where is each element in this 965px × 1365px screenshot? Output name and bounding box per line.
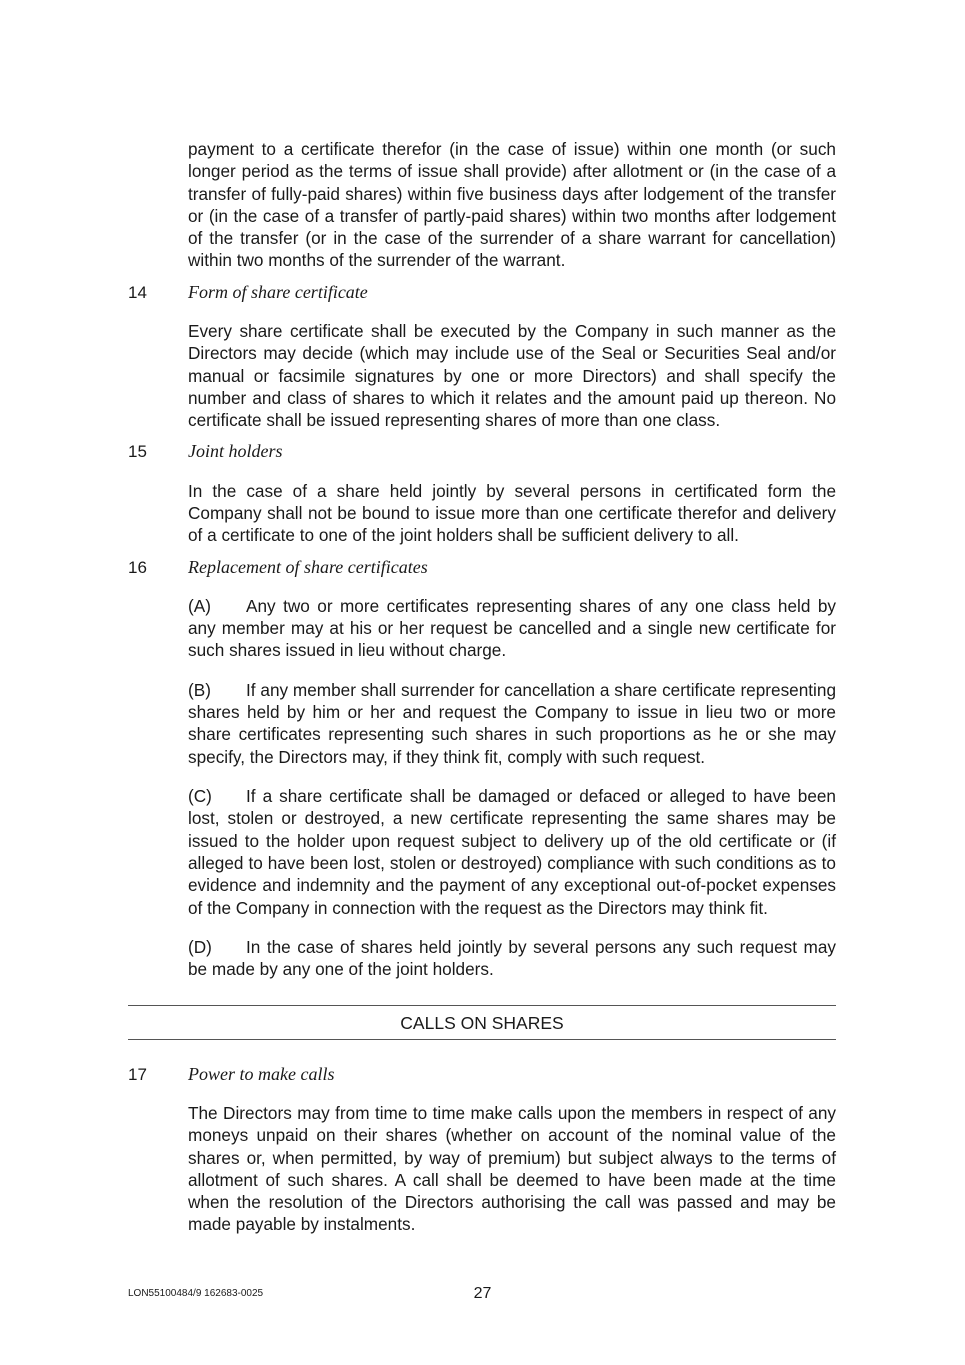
footer-page-number: 27: [473, 1285, 492, 1302]
subparagraph-text: If any member shall surrender for cancellation a share certificate representing shares held by him or her and request the Company to issue in lieu two or more share certificates representing such shares in such proportions as he or she may specify, the Directors may, if they think fit, comply with such request.: [188, 679, 836, 767]
subparagraph-text: If a share certificate shall be damaged or defaced or alleged to have been lost, stolen or destroyed, a new certificate representing the same shares may be issued to the holder upon request subject to delivery up of the old certificate or (if alleged to have been lost, stolen or destroyed) compliance with such conditions as to evidence and indemnity and the payment of any exceptional out-of-pocket expenses of the Company in connection with the request as the Directors may think fit.: [188, 786, 836, 918]
article-16-subparagraph-a: [188, 595, 836, 662]
subparagraph-text: In the case of shares held jointly by several persons any such request may be made by any one of the joint holders.: [188, 937, 836, 980]
article-14-paragraph: Every share certificate shall be executed by the Company in such manner as the Directors may decide (which may include use of the Seal or Securities Seal and/or manual or facsimile signatures by one or more Directors) and shall specify the number and class of shares to which it relates and the amount paid up thereon. No certificate shall be issued representing shares of more than one class.: [188, 320, 836, 431]
article-15-paragraph: In the case of a share held jointly by several persons in certificated form the Company shall not be bound to issue more than one certificate therefor and delivery of a certificate to one of the joint holders shall be sufficient delivery to all.: [188, 480, 836, 546]
article-16-subparagraph-d: [188, 936, 836, 981]
article-16-subparagraph-c: [188, 785, 836, 919]
article-16-subparagraph-b: [188, 679, 836, 768]
article-number: 15: [128, 442, 147, 462]
intro-paragraph: payment to a certificate therefor (in the case of issue) within one month (or such longer period as the terms of issue shall provide) after allotment or (in the case of a transfer of fully-paid shares) within five business days after lodgement of the transfer or (in the case of a transfer of partly-paid shares) within two months after lodgement of the transfer (or in the case of the surrender of a share warrant for cancellation) within two months of the surrender of the warrant.: [188, 139, 836, 271]
article-17-heading: [128, 1064, 836, 1085]
article-14-heading: [128, 282, 836, 303]
section-rule-bottom: [128, 1039, 836, 1040]
article-number: 16: [128, 557, 147, 577]
article-number: 14: [128, 282, 147, 302]
subparagraph-text: Any two or more certificates representing shares of any one class held by any member may at his or her request be cancelled and a single new certificate for such shares issued in lieu without charge.: [188, 595, 836, 661]
article-title: Joint holders: [188, 441, 283, 462]
article-16-heading: [128, 557, 836, 578]
article-title: Power to make calls: [188, 1063, 335, 1084]
subparagraph-label: (B): [188, 679, 211, 700]
subparagraph-label: (C): [188, 786, 212, 807]
article-title: Form of share certificate: [188, 281, 368, 302]
section-heading: CALLS ON SHARES: [400, 1012, 564, 1033]
page-content: [128, 138, 836, 1246]
article-15-heading: [128, 441, 836, 462]
footer-document-ref: LON55100484/9 162683-0025: [128, 1288, 264, 1299]
article-17-paragraph: The Directors may from time to time make calls upon the members in respect of any moneys unpaid on their shares (whether on account of the nominal value of the shares or, when permitted, by way of premium) but subject always to the terms of allotment of such shares. A call shall be deemed to have been made at the time when the resolution of the Directors authorising the call was passed and may be made payable by instalments.: [188, 1102, 836, 1235]
article-title: Replacement of share certificates: [188, 556, 428, 577]
subparagraph-label: (D): [188, 937, 212, 958]
section-heading-block: [128, 1005, 836, 1040]
article-number: 17: [128, 1064, 147, 1084]
subparagraph-label: (A): [188, 595, 211, 616]
